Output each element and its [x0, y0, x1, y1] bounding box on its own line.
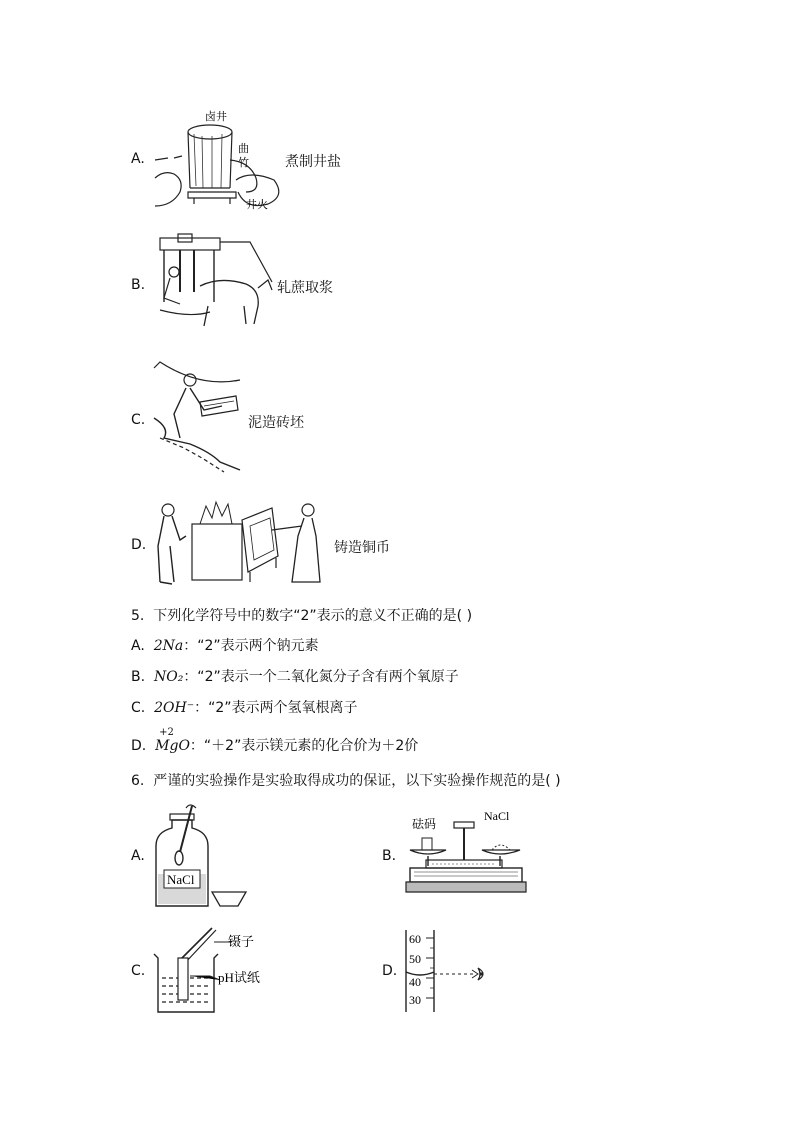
balance-illustration[interactable]: [402, 806, 530, 900]
option-c-letter: C.: [131, 412, 146, 428]
label-balance-nacl: NaCl: [484, 809, 510, 823]
q6-number: 6.: [131, 773, 145, 789]
q6-option-c-letter: C.: [131, 963, 146, 979]
q5-option-c-formula: 2OH⁻: [154, 700, 195, 716]
q5-option-d-letter: D.: [131, 738, 147, 754]
option-d-letter: D.: [131, 537, 147, 553]
label-weights: 砝码: [412, 817, 437, 831]
tick-40: 40: [409, 975, 421, 989]
q5-option-b-text: ：“2”表示一个二氧化氮分子含有两个氧原子: [183, 669, 459, 685]
q5-option-b[interactable]: [131, 666, 459, 686]
q5-option-c-text: ：“2”表示两个氢氧根离子: [194, 700, 358, 716]
label-tweezers: 镊子: [228, 934, 255, 949]
option-d-caption: 铸造铜币: [334, 540, 390, 556]
label-bottle-nacl: NaCl: [167, 872, 195, 887]
q5-option-a[interactable]: [131, 635, 319, 655]
q5-option-b-letter: B.: [131, 669, 146, 685]
tick-60: 60: [409, 932, 421, 946]
q5-option-d[interactable]: [131, 727, 419, 755]
q6-option-d-letter: D.: [382, 963, 398, 979]
q6-stem-line: [131, 770, 561, 790]
reagent-bottle-illustration[interactable]: [150, 806, 250, 910]
q5-option-c-letter: C.: [131, 700, 146, 716]
q5-stem: 下列化学符号中的数字“2”表示的意义不正确的是( ): [153, 608, 473, 624]
label-brine-well: 卤井: [205, 111, 227, 123]
q6-option-b-letter: B.: [382, 848, 397, 864]
sugarcane-press-illustration: [150, 232, 280, 334]
label-qu: 曲: [238, 143, 249, 155]
q5-option-d-text: ：“＋2”表示镁元素的化合价为＋2价: [189, 738, 419, 754]
q5-option-a-letter: A.: [131, 638, 145, 654]
q5-option-c[interactable]: [131, 697, 358, 717]
q5-option-d-formula: MgO: [155, 738, 190, 754]
brick-making-illustration: [150, 358, 250, 476]
salt-well-illustration: [150, 100, 290, 215]
q6-stem: 严谨的实验操作是实验取得成功的保证，以下实验操作规范的是( ): [153, 773, 561, 789]
q5-number: 5.: [131, 608, 145, 624]
tick-30: 30: [409, 993, 421, 1007]
option-b-letter: B.: [131, 277, 146, 293]
option-b-caption: 轧蔗取浆: [277, 280, 333, 296]
label-zhu: 竹: [238, 157, 249, 169]
q5-option-a-formula: 2Na: [153, 638, 184, 654]
option-a-letter: A.: [131, 151, 145, 167]
q5-option-d-formula-wrap: [155, 727, 190, 754]
coin-casting-illustration: [150, 496, 335, 592]
option-a-caption: 煮制井盐: [285, 154, 341, 170]
q5-stem-line: [131, 605, 472, 625]
q5-option-d-valence: +2: [159, 727, 174, 738]
ph-paper-beaker-illustration[interactable]: [150, 924, 280, 1016]
q5-option-b-formula: NO₂: [153, 669, 184, 685]
graduated-cylinder-illustration[interactable]: [402, 928, 492, 1014]
option-c-caption: 泥造砖坯: [248, 415, 304, 431]
q6-option-a-letter: A.: [131, 848, 145, 864]
q5-option-a-text: ：“2”表示两个钠元素: [183, 638, 319, 654]
tick-50: 50: [409, 952, 421, 966]
label-well-fire: 井火: [246, 199, 268, 211]
label-ph-paper: pH试纸: [218, 970, 260, 985]
